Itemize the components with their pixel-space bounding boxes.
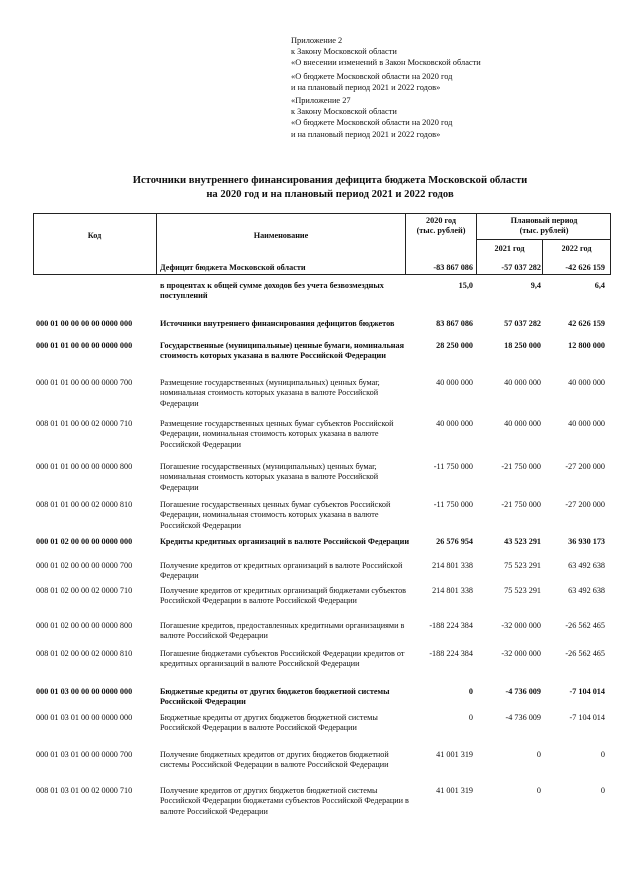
row-code: 000 01 02 00 00 00 0000 000 bbox=[36, 537, 133, 546]
row-code: 000 01 01 00 00 00 0000 800 bbox=[36, 462, 133, 471]
row-value-2020: 41 001 319 bbox=[436, 786, 473, 795]
row-value-2020: -188 224 384 bbox=[429, 649, 473, 658]
row-value-2021: 9,4 bbox=[530, 281, 541, 290]
row-value-2022: 0 bbox=[600, 750, 605, 759]
row-value-2020: 40 000 000 bbox=[436, 419, 473, 428]
row-value-2020: 26 576 954 bbox=[436, 537, 473, 546]
row-name: Получение кредитов от кредитных организаций в валюте Российской Федерации bbox=[160, 561, 403, 581]
header-rule bbox=[156, 213, 157, 275]
row-code: 000 01 03 00 00 00 0000 000 bbox=[36, 687, 133, 696]
header-planned-unit: (тыс. рублей) bbox=[519, 226, 569, 235]
annex-line: и на плановый период 2021 и 2022 годов» bbox=[291, 129, 441, 139]
row-value-2020: 40 000 000 bbox=[436, 378, 473, 387]
header-2020 bbox=[406, 216, 476, 236]
row-name: Размещение государственных ценных бумаг субъектов Российской Федерации, номинальная стоимость которых указана в валюте Российской Федерации bbox=[160, 419, 394, 449]
row-value-2021: -4 736 009 bbox=[505, 713, 541, 722]
row-value-2022: 42 626 159 bbox=[568, 319, 605, 328]
header-planned-title: Плановый период bbox=[510, 216, 578, 225]
header-2022: 2022 год bbox=[561, 244, 592, 253]
row-code: 000 01 01 00 00 00 0000 000 bbox=[36, 341, 133, 350]
header-2021: 2021 год bbox=[494, 244, 525, 253]
row-value-2022: -7 104 014 bbox=[569, 687, 605, 696]
row-value-2022: -42 626 159 bbox=[565, 263, 605, 272]
row-value-2022: 6,4 bbox=[594, 281, 605, 290]
row-value-2020: 28 250 000 bbox=[436, 341, 473, 350]
row-value-2021: 75 523 291 bbox=[504, 586, 541, 595]
header-2020-unit: (тыс. рублей) bbox=[416, 226, 466, 235]
row-value-2020: 0 bbox=[468, 687, 473, 696]
row-code: 000 01 02 00 00 00 0000 800 bbox=[36, 621, 133, 630]
row-name: Погашение государственных ценных бумаг субъектов Российской Федерации, номинальная стоимость которых указана в валюте Российской Федерации bbox=[160, 500, 391, 530]
header-rule bbox=[33, 213, 611, 214]
row-value-2021: 18 250 000 bbox=[504, 341, 541, 350]
row-value-2020: 83 867 086 bbox=[436, 319, 473, 328]
row-value-2022: -26 562 465 bbox=[565, 649, 605, 658]
row-value-2021: -57 037 282 bbox=[501, 263, 541, 272]
annex-line: «О бюджете Московской области на 2020 год bbox=[291, 118, 453, 128]
row-name: Погашение кредитов, предоставленных кредитными организациями в валюте Российской Федерации bbox=[160, 621, 405, 641]
row-value-2021: 43 523 291 bbox=[504, 537, 541, 546]
row-code: 008 01 02 00 00 02 0000 710 bbox=[36, 586, 133, 595]
row-value-2021: 57 037 282 bbox=[504, 319, 541, 328]
row-value-2020: 0 bbox=[468, 713, 473, 722]
row-value-2021: -21 750 000 bbox=[501, 462, 541, 471]
header-name: Наименование bbox=[253, 231, 309, 240]
row-value-2020: -83 867 086 bbox=[433, 263, 473, 272]
row-value-2021: 0 bbox=[536, 786, 541, 795]
row-value-2022: -27 200 000 bbox=[565, 500, 605, 509]
annex-line: «О внесении изменений в Закон Московской области bbox=[291, 58, 481, 68]
row-value-2021: -21 750 000 bbox=[501, 500, 541, 509]
annex-line: «Приложение 27 bbox=[291, 96, 351, 106]
row-name: Получение бюджетных кредитов от других бюджетов бюджетной системы Российской Федерации в валюте Российской Федерации bbox=[160, 750, 389, 770]
annex-line: к Закону Московской области bbox=[291, 47, 397, 57]
row-name: Получение кредитов от кредитных организаций бюджетами субъектов Российской Федерации в валюте Российской Федерации bbox=[160, 586, 407, 606]
row-value-2022: -7 104 014 bbox=[569, 713, 605, 722]
annex-line: «О бюджете Московской области на 2020 год bbox=[291, 71, 453, 81]
row-name: Размещение государственных (муниципальных) ценных бумаг, номинальная стоимость которых указана в валюте Российской Федерации bbox=[160, 378, 380, 408]
row-code: 008 01 01 00 00 02 0000 810 bbox=[36, 500, 133, 509]
title-line: Источники внутреннего финансирования дефицита бюджета Московской области bbox=[132, 175, 528, 186]
annex-line: Приложение 2 bbox=[291, 36, 343, 45]
annex-note bbox=[291, 35, 621, 140]
row-name: Погашение бюджетами субъектов Российской Федерации кредитов от кредитных организаций в валюте Российской Федерации bbox=[160, 649, 405, 669]
row-value-2020: 41 001 319 bbox=[436, 750, 473, 759]
row-value-2020: 214 801 338 bbox=[432, 561, 473, 570]
row-value-2021: 75 523 291 bbox=[504, 561, 541, 570]
row-value-2022: 0 bbox=[600, 786, 605, 795]
row-value-2022: 63 492 638 bbox=[568, 561, 605, 570]
row-code: 008 01 02 00 00 02 0000 810 bbox=[36, 649, 133, 658]
title-line: на 2020 год и на плановый период 2021 и 2022 годов bbox=[206, 188, 454, 200]
row-value-2022: 12 800 000 bbox=[568, 341, 605, 350]
annex-line: к Закону Московской области bbox=[291, 107, 397, 117]
document-title bbox=[40, 174, 620, 201]
row-value-2022: 36 930 173 bbox=[568, 537, 605, 546]
row-value-2022: -26 562 465 bbox=[565, 621, 605, 630]
header-rule bbox=[33, 274, 611, 275]
row-value-2021: -32 000 000 bbox=[501, 649, 541, 658]
row-name: Бюджетные кредиты от других бюджетов бюджетной системы Российской Федерации в валюте Российской Федерации bbox=[160, 713, 378, 733]
row-name: Кредиты кредитных организаций в валюте Российской Федерации bbox=[160, 537, 410, 546]
row-code: 000 01 03 01 00 00 0000 700 bbox=[36, 750, 133, 759]
row-code: 000 01 01 00 00 00 0000 700 bbox=[36, 378, 133, 387]
row-value-2021: -4 736 009 bbox=[505, 687, 541, 696]
header-rule bbox=[476, 239, 611, 240]
row-code: 008 01 03 01 00 02 0000 710 bbox=[36, 786, 133, 795]
row-code: 000 01 00 00 00 00 0000 000 bbox=[36, 319, 133, 328]
row-value-2020: -188 224 384 bbox=[429, 621, 473, 630]
row-name: Бюджетные кредиты от других бюджетов бюджетной системы Российской Федерации bbox=[160, 687, 390, 707]
row-value-2022: 40 000 000 bbox=[568, 419, 605, 428]
header-rule bbox=[33, 213, 34, 275]
row-value-2020: -11 750 000 bbox=[433, 500, 473, 509]
row-name: Дефицит бюджета Московской области bbox=[160, 263, 306, 272]
row-value-2021: 0 bbox=[536, 750, 541, 759]
row-value-2021: -32 000 000 bbox=[501, 621, 541, 630]
row-name: Получение кредитов от других бюджетов бюджетной системы Российской Федерации бюджетами субъектов Российской Федерации в валюте Российской Федерации bbox=[160, 786, 409, 816]
row-name: в процентах к общей сумме доходов без учета безвозмездных поступлений bbox=[160, 281, 384, 301]
row-name: Источники внутреннего финансирования дефицитов бюджетов bbox=[160, 319, 395, 328]
row-value-2021: 40 000 000 bbox=[504, 419, 541, 428]
row-code: 008 01 01 00 00 02 0000 710 bbox=[36, 419, 133, 428]
row-value-2020: 214 801 338 bbox=[432, 586, 473, 595]
row-value-2020: 15,0 bbox=[458, 281, 473, 290]
header-code: Код bbox=[87, 231, 102, 240]
row-value-2022: 40 000 000 bbox=[568, 378, 605, 387]
row-value-2020: -11 750 000 bbox=[433, 462, 473, 471]
row-value-2022: -27 200 000 bbox=[565, 462, 605, 471]
row-name: Государственные (муниципальные) ценные бумаги, номинальная стоимость которых указана в валюте Российской Федерации bbox=[160, 341, 405, 361]
row-code: 000 01 02 00 00 00 0000 700 bbox=[36, 561, 133, 570]
row-code: 000 01 03 01 00 00 0000 000 bbox=[36, 713, 133, 722]
row-value-2022: 63 492 638 bbox=[568, 586, 605, 595]
header-planned bbox=[477, 216, 611, 236]
row-name: Погашение государственных (муниципальных) ценных бумаг, номинальная стоимость которых указана в валюте Российской Федерации bbox=[160, 462, 379, 492]
annex-line: и на плановый период 2021 и 2022 годов» bbox=[291, 82, 441, 92]
row-value-2021: 40 000 000 bbox=[504, 378, 541, 387]
header-2020-year: 2020 год bbox=[426, 216, 456, 225]
